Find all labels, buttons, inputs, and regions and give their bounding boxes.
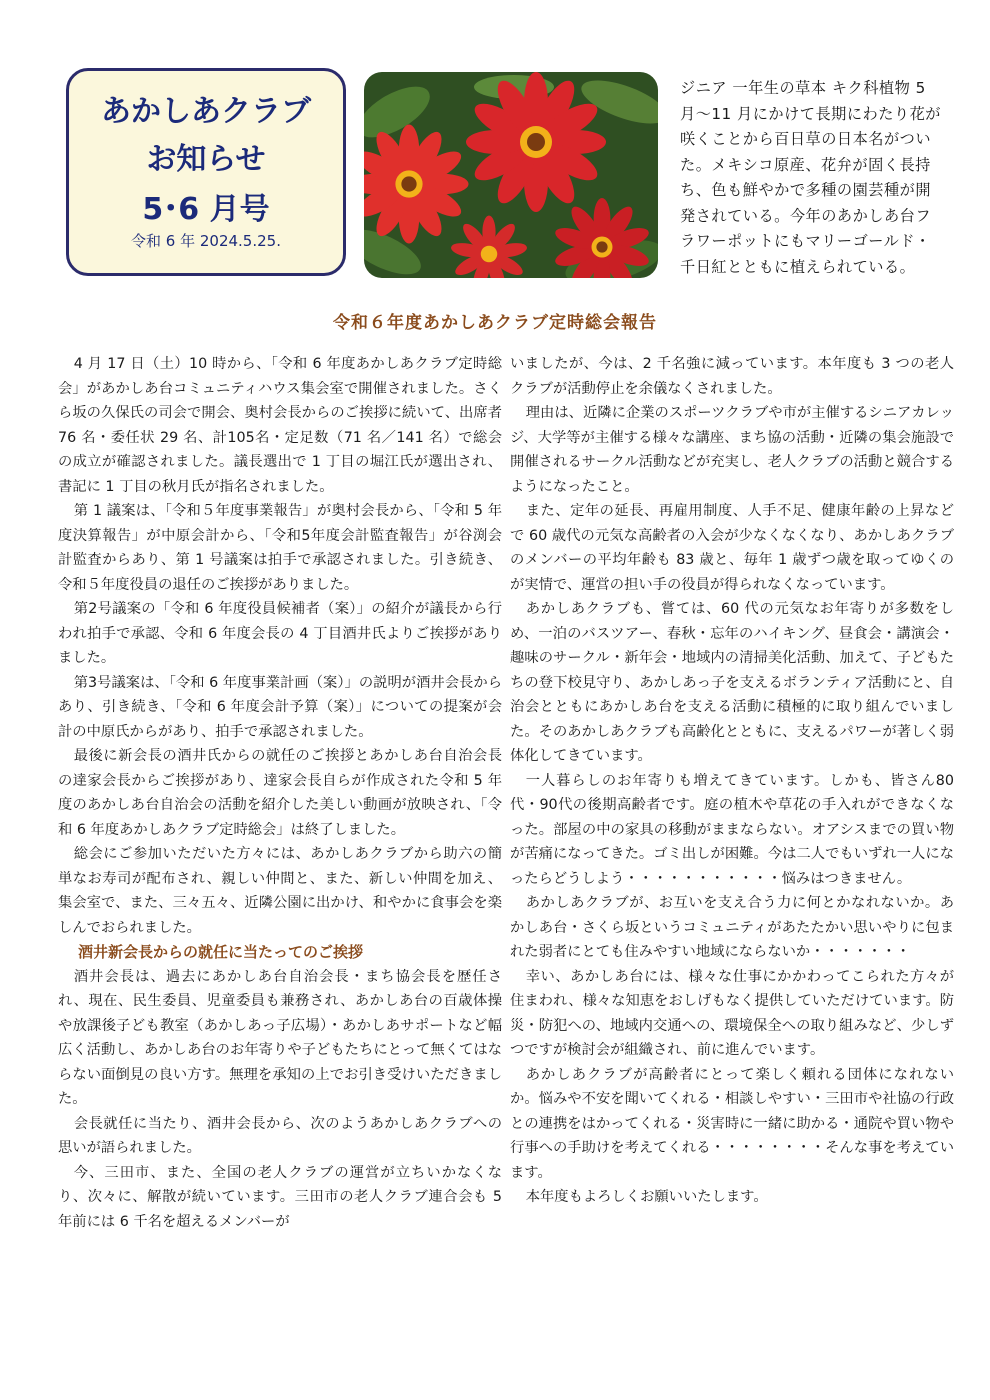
- greeting-paragraph: 今、三田市、また、全国の老人クラブの運営が立ちいかなくなり、次々に、解散が続いています。三田市の老人クラブ連合会も 5 年前には 6 千名を超えるメンバーが: [58, 1164, 502, 1230]
- right-column: [510, 352, 954, 1210]
- issue-label: 5･6 月号: [142, 192, 270, 227]
- report-paragraph: 第 1 議案は、「令和５年度事業報告」が奥村会長から、「令和 5 年度決算報告」が中原会計から、「令和5年度会計監査報告」が谷渕会計監査からあり、第 1 号議案は拍手で承認されました。引き続き、令和５年度役員の退任のご挨拶がありました。: [58, 503, 502, 593]
- greeting-paragraph: あかしあクラブが、お互いを支え合う力に何とかなれないか。あかしあ台・さくら坂というコミュニティがあたたかい思いやりに包まれた弱者にとても住みやすい地域にならないか・・・・・・・: [510, 895, 954, 960]
- notice-label: お知らせ: [146, 142, 266, 177]
- report-paragraph: 第3号議案は、「令和 6 年度事業計画（案）」の説明が酒井会長からあり、引き続き、「令和 6 年度会計予算（案）」についての提案が会計の中原氏からがあり、拍手で承認されました。: [58, 674, 502, 740]
- greeting-paragraph: いましたが、今は、2 千名強に減っています。本年度も 3 つの老人クラブが活動停止を余儀なくされました。: [510, 356, 954, 397]
- greeting-paragraph: また、定年の延長、再雇用制度、人手不足、健康年齢の上昇などで 60 歳代の元気な高齢者の入会が少なくなくなり、あかしあクラブのメンバーの平均年齢も 83 歳と、毎年 1 歳ずつ歳を取ってゆくのが実情で、運営の担い手の役員が得られなくなっています。: [510, 503, 954, 593]
- greeting-paragraph: 幸い、あかしあ台には、様々な仕事にかかわってこられた方々が住まわれ、様々な知恵をおしげもなく提供していただけています。防災・防犯への、地域内交通への、環境保全への取り組みなど、少しずつですが検討会が組織され、前に進んでいます。: [510, 968, 954, 1058]
- greeting-paragraph: 本年度もよろしくお願いいたします。: [525, 1189, 768, 1205]
- greeting-paragraph: 会長就任に当たり、酒井会長から、次のようあかしあクラブへの思いが語られました。: [58, 1115, 502, 1156]
- report-paragraph: 総会にご参加いただいた方々には、あかしあクラブから助六の簡単なお寿司が配布され、親しい仲間と、また、新しい仲間を加え、集会室で、また、三々五々、近隣公園に出かけ、和やかに食事会を楽しんでおられました。: [58, 846, 502, 936]
- greeting-title: 酒井新会長からの就任に当たってのご挨拶: [78, 943, 364, 961]
- left-column: [58, 352, 502, 1234]
- greeting-paragraph: 一人暮らしのお年寄りも増えてきています。しかも、皆さん80代・90代の後期高齢者です。庭の植木や草花の手入れができなくなった。部屋の中の家具の移動がままならない。オアシスまでの買い物が苦痛になってきた。ゴミ出しが困難。今は二人でもいずれ一人になったらどうしよう・・・・・・・・・・・悩みはつきません。: [510, 772, 954, 887]
- greeting-paragraph: あかしあクラブが高齢者にとって楽しく頼れる団体になれないか。悩みや不安を聞いてくれる・相談しやすい・三田市や社協の行政との連携をはかってくれる・災害時に一緒に助かる・通院や買い物や行事への手助けを考えてくれる・・・・・・・・そんな事を考えています。: [510, 1066, 954, 1181]
- masthead-box: [66, 68, 346, 276]
- issue-date: 令和 6 年 2024.5.25.: [131, 232, 281, 250]
- club-name: あかしあクラブ: [101, 94, 311, 129]
- report-title: 令和６年度あかしあクラブ定時総会報告: [333, 313, 657, 333]
- zinnia-description-text: ジニア 一年生の草本 キク科植物 5 月～11 月にかけて長期にわたり花が咲くことから百日草の日本名がついた。メキシコ原産、花弁が固く長持ち、色も鮮やかで多種の園芸種が開発されている。今年のあかしあ台フラワーポットにもマリーゴールド・千日紅とともに植えられている。: [680, 79, 941, 276]
- greeting-paragraph: 理由は、近隣に企業のスポーツクラブや市が主催するシニアカレッジ、大学等が主催する様々な講座、まち協の活動・近隣の集会施設で開催されるサークル活動などが充実し、老人クラブの活動と競合するようになったこと。: [510, 405, 954, 495]
- report-paragraph: 最後に新会長の酒井氏からの就任のご挨拶とあかしあ台自治会長の達家会長からご挨拶があり、達家会長自らが作成された令和 5 年度のあかしあ台自治会の活動を紹介した美しい動画が放映され、「令和 6 年度あかしあクラブ定時総会」は終了しました。: [58, 748, 502, 838]
- report-paragraph: 第2号議案の「令和 6 年度役員候補者（案）」の紹介が議長から行われ拍手で承認、令和 6 年度会長の 4 丁目酒井氏よりご挨拶がありました。: [58, 601, 502, 666]
- zinnia-illustration: [364, 72, 658, 278]
- zinnia-description: [680, 76, 942, 280]
- report-paragraph: 4 月 17 日（土）10 時から、「令和 6 年度あかしあクラブ定時総会」があかしあ台コミュニティハウス集会室で開催されました。さくら坂の久保氏の司会で開会、奥村会長からのご挨拶に続いて、出席者 76 名・委任状 29 名、計105名・定足数（71 名／141 名）で総会の成立が確認されました。議長選出で 1 丁目の堀江氏が選出され、書記に 1 丁目の秋月氏が指名されました。: [58, 356, 502, 495]
- zinnia-flowers-photo: [364, 72, 658, 278]
- greeting-paragraph: あかしあクラブも、嘗ては、60 代の元気なお年寄りが多数をしめ、一泊のバスツアー、春秋・忘年のハイキング、昼食会・講演会・趣味のサークル・新年会・地域内の清掃美化活動、加えて、子どもたちの登下校見守り、あかしあっ子を支えるボランティア活動にと、自治会とともにあかしあ台を支える活動に積極的に取り組んでいました。そのあかしあクラブも高齢化とともに、支えるパワーが著しく弱体化してきています。: [510, 601, 954, 764]
- greeting-paragraph: 酒井会長は、過去にあかしあ台自治会長・まち協会長を歴任され、現在、民生委員、児童委員も兼務され、あかしあ台の百歳体操や放課後子ども教室（あかしあっ子広場）・あかしあサポートなど幅広く活動し、あかしあ台のお年寄りや子どもたちにとって無くてはならない面倒見の良い方す。無理を承知の上でお引き受けいただきました。: [58, 968, 502, 1107]
